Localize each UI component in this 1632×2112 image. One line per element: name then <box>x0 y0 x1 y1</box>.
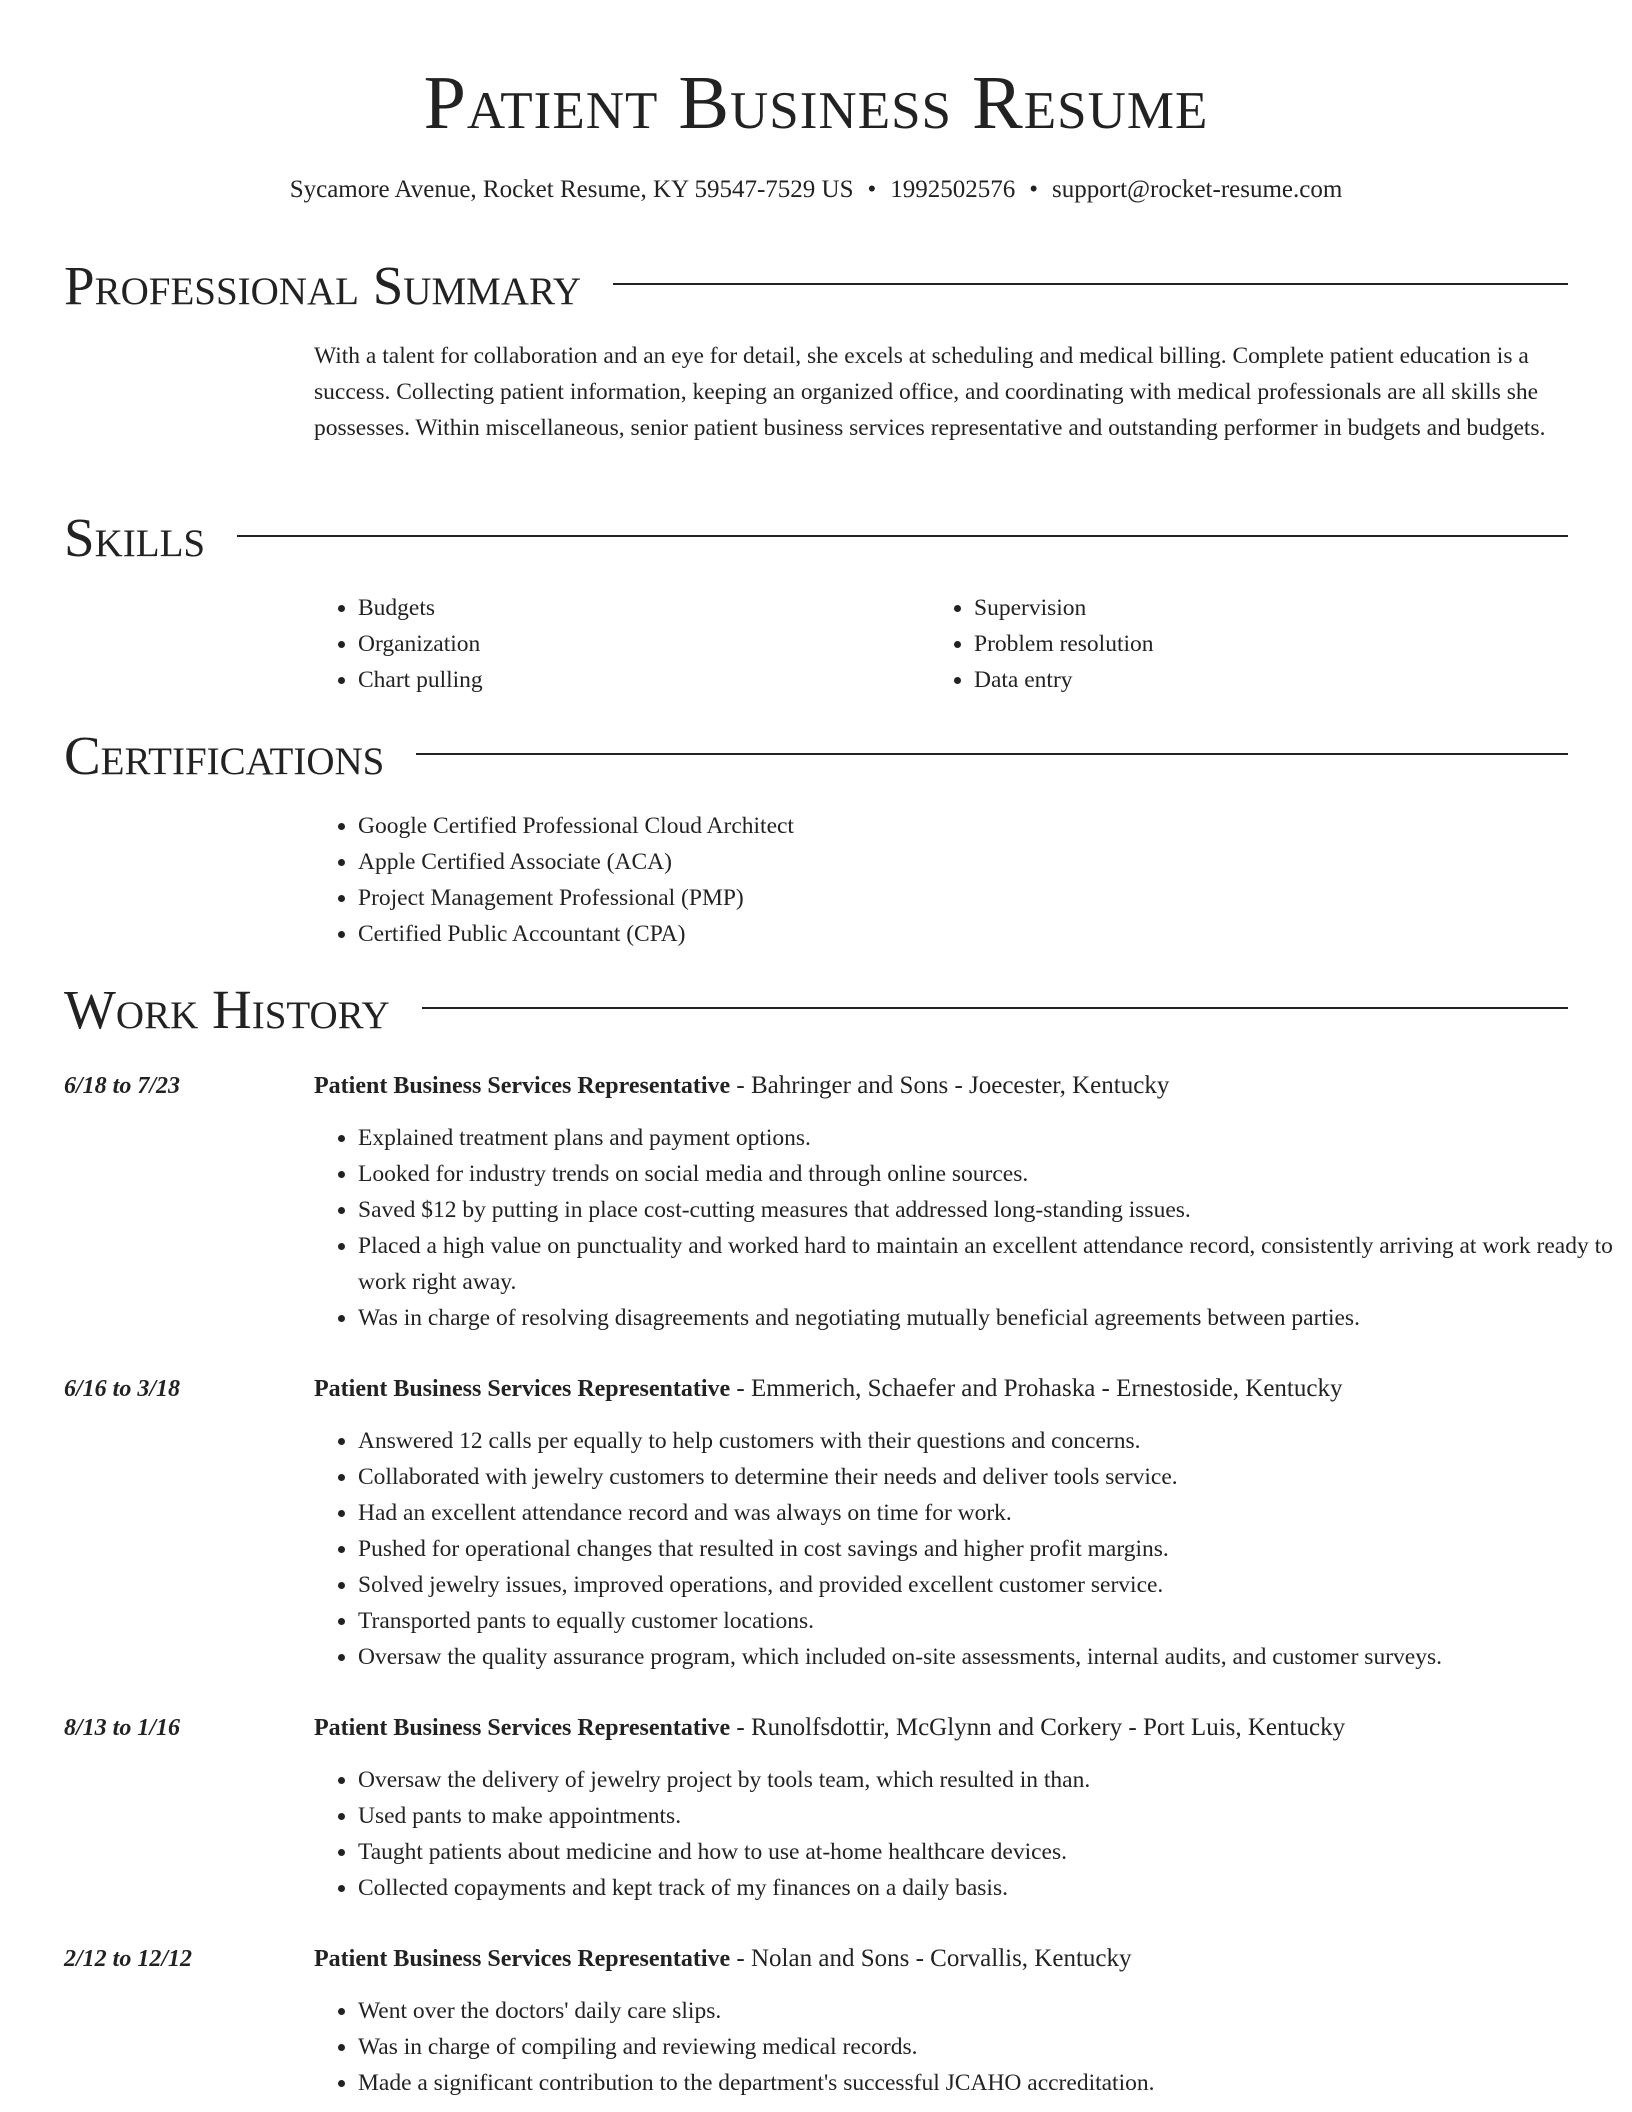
job-company: - Runolfsdottir, McGlynn and Corkery - Port Luis, Kentucky <box>730 1714 1346 1741</box>
job-bullet: • Pushed for operational changes that resulted in cost savings and higher profit margins. <box>358 1531 1613 1567</box>
summary-section-title: Professional Summary <box>64 255 582 316</box>
certifications-section-title: Certifications <box>64 725 385 786</box>
job-bullet: • Went over the doctors' daily care slips. <box>358 1993 1613 2029</box>
job-company: - Emmerich, Schaefer and Prohaska - Ernestoside, Kentucky <box>730 1375 1343 1402</box>
skills-list-left <box>314 590 918 698</box>
certification-item: • Project Management Professional (PMP) <box>358 880 1613 916</box>
skills-list-right <box>930 590 1574 698</box>
section-divider <box>416 753 1568 755</box>
job-bullet: • Was in charge of resolving disagreements and negotiating mutually beneficial agreements between parties. <box>358 1300 1613 1336</box>
job-bullet-list <box>314 1423 1613 1675</box>
skill-item: • Organization <box>358 626 918 662</box>
skill-item: • Data entry <box>974 662 1574 698</box>
work-history-section-title: Work History <box>64 979 390 1040</box>
section-divider <box>237 535 1568 537</box>
job-role: Patient Business Services Representative <box>314 1073 731 1099</box>
certification-item: • Certified Public Accountant (CPA) <box>358 916 1613 952</box>
job-bullet: • Made a significant contribution to the department's successful JCAHO accreditation. <box>358 2065 1613 2101</box>
job-heading <box>314 1068 1569 1104</box>
contact-separator: • <box>1029 176 1039 203</box>
contact-separator: • <box>867 176 877 203</box>
job-bullet: • Had an excellent attendance record and was always on time for work. <box>358 1495 1613 1531</box>
job-dates: 6/16 to 3/18 <box>64 1376 181 1402</box>
section-divider <box>613 283 1568 285</box>
certifications-list <box>314 808 1613 952</box>
job-heading <box>314 1941 1569 1977</box>
job-role: Patient Business Services Representative <box>314 1946 731 1972</box>
job-heading <box>314 1371 1569 1407</box>
section-divider <box>422 1007 1568 1009</box>
job-bullet: • Collected copayments and kept track of my finances on a daily basis. <box>358 1870 1613 1906</box>
job-company: - Nolan and Sons - Corvallis, Kentucky <box>730 1945 1132 1972</box>
job-bullet: • Looked for industry trends on social media and through online sources. <box>358 1156 1613 1192</box>
job-bullet: • Taught patients about medicine and how to use at-home healthcare devices. <box>358 1834 1613 1870</box>
certification-item: • Google Certified Professional Cloud Architect <box>358 808 1613 844</box>
job-role: Patient Business Services Representative <box>314 1376 731 1402</box>
job-bullet: • Saved $12 by putting in place cost-cutting measures that addressed long-standing issues. <box>358 1192 1613 1228</box>
certification-item: • Apple Certified Associate (ACA) <box>358 844 1613 880</box>
contact-phone: 1992502576 <box>890 176 1016 203</box>
contact-email: support@rocket-resume.com <box>1052 176 1343 203</box>
job-bullet: • Oversaw the quality assurance program, which included on-site assessments, internal audits, and customer surveys. <box>358 1639 1613 1675</box>
summary-text: With a talent for collaboration and an eye for detail, she excels at scheduling and medical billing. Complete patient education is a success. Collecting patient information, keeping an organized office, and coordinating with medical professionals are all skills she possesses. Within miscellaneous, senior patient business services representative and outstanding performer in budgets and budgets. <box>314 343 1546 441</box>
summary-section-header <box>64 254 1568 318</box>
job-bullet-list <box>314 1120 1613 1336</box>
skills-section-header <box>64 506 1568 570</box>
skills-section-title: Skills <box>64 507 206 568</box>
job-dates: 6/18 to 7/23 <box>64 1073 181 1099</box>
job-bullet: • Explained treatment plans and payment options. <box>358 1120 1613 1156</box>
job-bullet: • Was in charge of compiling and reviewing medical records. <box>358 2029 1613 2065</box>
job-company: - Bahringer and Sons - Joecester, Kentucky <box>730 1072 1170 1099</box>
contact-line <box>0 174 1632 206</box>
job-bullet: • Solved jewelry issues, improved operations, and provided excellent customer service. <box>358 1567 1613 1603</box>
certifications-section-header <box>64 724 1568 788</box>
work-history-section-header <box>64 978 1568 1042</box>
job-bullet: • Oversaw the delivery of jewelry project by tools team, which resulted in than. <box>358 1762 1613 1798</box>
job-bullet: • Transported pants to equally customer locations. <box>358 1603 1613 1639</box>
skill-item: • Problem resolution <box>974 626 1574 662</box>
skill-item: • Chart pulling <box>358 662 918 698</box>
job-dates: 8/13 to 1/16 <box>64 1715 181 1741</box>
job-bullet-list <box>314 1762 1613 1906</box>
job-bullet-list <box>314 1993 1613 2101</box>
resume-name: Patient Business Resume <box>423 61 1209 145</box>
skill-item: • Supervision <box>974 590 1574 626</box>
contact-address: Sycamore Avenue, Rocket Resume, KY 59547-7529 US <box>289 176 854 203</box>
skill-item: • Budgets <box>358 590 918 626</box>
job-role: Patient Business Services Representative <box>314 1715 731 1741</box>
job-dates: 2/12 to 12/12 <box>64 1946 193 1972</box>
job-bullet: • Answered 12 calls per equally to help customers with their questions and concerns. <box>358 1423 1613 1459</box>
job-bullet: • Collaborated with jewelry customers to determine their needs and deliver tools service. <box>358 1459 1613 1495</box>
job-heading <box>314 1710 1569 1746</box>
job-bullet: • Placed a high value on punctuality and worked hard to maintain an excellent attendance record, consistently arriving at work ready to work right away. <box>358 1228 1613 1300</box>
job-bullet: • Used pants to make appointments. <box>358 1798 1613 1834</box>
